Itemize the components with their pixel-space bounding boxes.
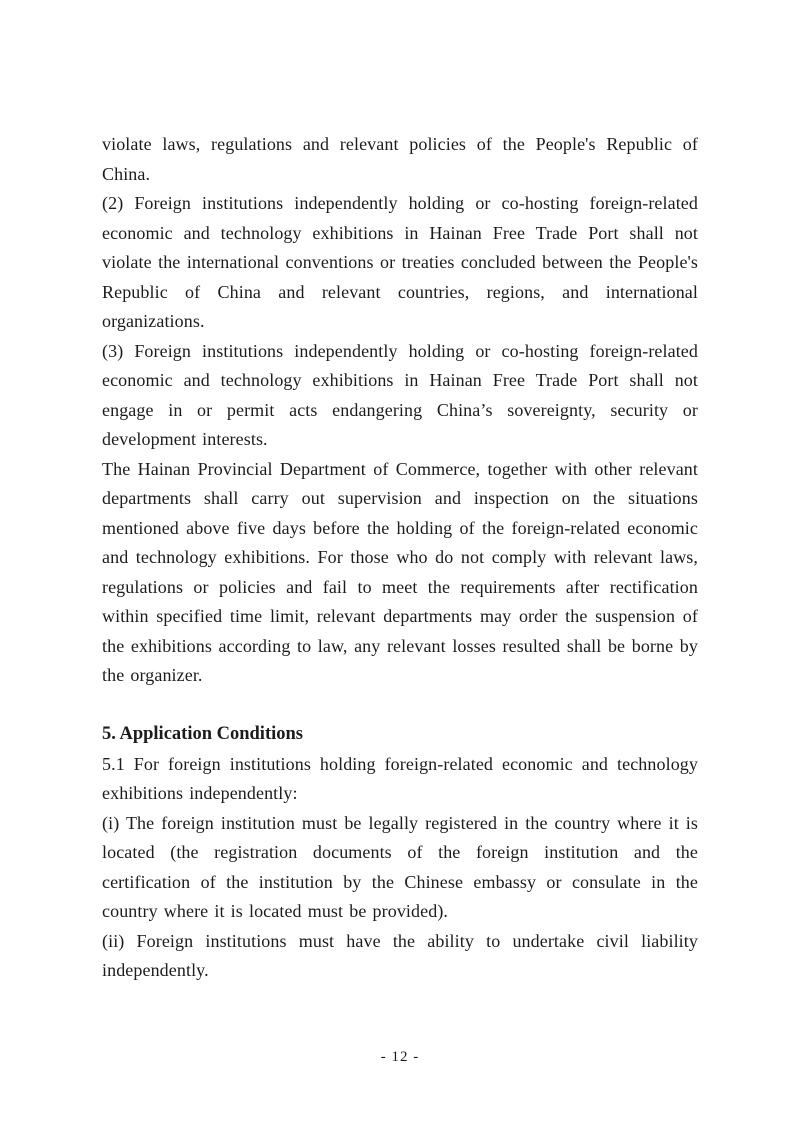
paragraph-supervision: The Hainan Provincial Department of Commerce, together with other relevant departments shall carry out supervision and inspection on the situations mentioned above five days before the holding of the foreign-related economic and technology exhibitions. For those who do not comply with relevant laws, regulations or policies and fail to meet the requirements after rectification within specified time limit, relevant departments may order the suspension of the exhibitions according to law, any relevant losses resulted shall be borne by the organizer. [102,458,698,685]
paragraph-5-1: 5.1 For foreign institutions holding foreign-related economic and technology exhibitions independently: [102,753,698,803]
paragraph-condition-ii: (ii) Foreign institutions must have the ability to undertake civil liability independently. [102,930,698,980]
paragraph-item-3: (3) Foreign institutions independently holding or co-hosting foreign-related economic and technology exhibitions in Hainan Free Trade Port shall not engage in or permit acts endangering China’s sovereignty, security or development interests. [102,340,698,449]
section-heading-application-conditions: 5. Application Conditions [102,724,303,744]
paragraph-continuation: violate laws, regulations and relevant policies of the People's Republic of China. [102,134,698,184]
page-number: - 12 - [380,1049,420,1065]
page-body-text [102,130,698,986]
paragraph-item-2: (2) Foreign institutions independently holding or co-hosting foreign-related economic and technology exhibitions in Hainan Free Trade Port shall not violate the international conventions or treaties concluded between the People's Republic of China and relevant countries, regions, and international organizations. [102,193,698,331]
paragraph-condition-i: (i) The foreign institution must be legally registered in the country where it is located (the registration documents of the foreign institution and the certification of the institution by the Chinese embassy or consulate in the country where it is located must be provided). [102,812,698,921]
